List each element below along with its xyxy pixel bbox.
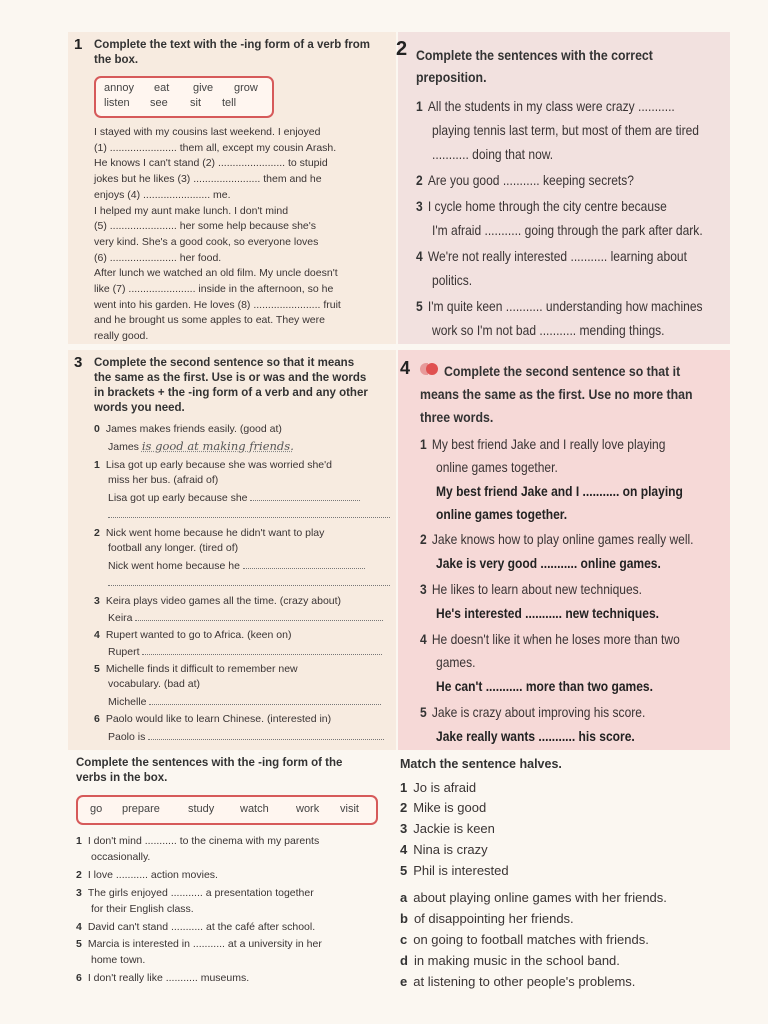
- item-question: He likes to learn about new techniques.: [431, 581, 643, 597]
- item-question: Jake is crazy about improving his score.: [431, 704, 646, 720]
- passage-line: (5) ....................... her some help because she's: [94, 220, 317, 233]
- item-question: Paolo would like to learn Chinese. (interested in): [105, 713, 332, 725]
- item-letter: d: [400, 953, 408, 968]
- item-number: 1: [416, 98, 423, 114]
- sentence-half: Mike is good: [413, 800, 487, 815]
- answer-prefix: Michelle: [108, 696, 147, 708]
- passage-line: went into his garden. He loves (8) ....................... fruit: [94, 298, 341, 311]
- word: visit: [340, 803, 359, 815]
- item-text: I don't really like ........... museums.: [87, 972, 250, 984]
- item-number: 1: [94, 459, 100, 471]
- exercise-title-line: preposition.: [416, 69, 487, 85]
- answer-prefix: Lisa got up early because she: [108, 492, 248, 504]
- item-number: 2: [400, 800, 408, 815]
- item-question: Lisa got up early because she was worried she'd: [105, 459, 332, 471]
- item-text: occasionally.: [91, 851, 151, 863]
- item-letter: c: [400, 932, 408, 947]
- item-question: Michelle finds it difficult to remember new: [105, 663, 298, 675]
- exercise-title-line: means the same as the first. Use no more than: [420, 386, 693, 402]
- answer-prefix: Paolo is: [108, 731, 146, 743]
- word: sit: [190, 97, 201, 109]
- answer-blank[interactable]: [148, 730, 384, 740]
- item-number: 3: [76, 887, 82, 899]
- item-question: Keira plays video games all the time. (crazy about): [105, 595, 342, 607]
- exercise-title-line: the same as the first. Use is or was and the words: [94, 372, 367, 384]
- item-question: miss her bus. (afraid of): [108, 474, 219, 486]
- item-number: 2: [420, 531, 427, 547]
- item-text: The girls enjoyed ........... a presentation together: [87, 887, 314, 899]
- item-text: Marcia is interested in ........... at a university in her: [87, 938, 322, 950]
- sentence-half: Phil is interested: [413, 863, 509, 878]
- answer-prefix: Rupert: [108, 646, 140, 658]
- exercise-title-line: Complete the second sentence so that it: [444, 363, 681, 379]
- answer-blank[interactable]: [108, 576, 390, 586]
- exercise-number: 3: [74, 354, 83, 371]
- passage-line: enjoys (4) ....................... me.: [94, 188, 231, 201]
- sentence-ending: on going to football matches with friends.: [413, 932, 649, 947]
- word: give: [193, 82, 214, 94]
- item-question: Nick went home because he didn't want to play: [105, 527, 325, 539]
- sentence-ending: of disappointing her friends.: [413, 911, 574, 926]
- item-question: James makes friends easily. (good at): [105, 423, 282, 435]
- item-question: games.: [436, 654, 476, 670]
- item-number: 2: [94, 527, 100, 539]
- word: see: [150, 97, 168, 109]
- passage-line: like (7) ....................... inside in the afternoon, so he: [94, 283, 334, 296]
- word: prepare: [122, 803, 160, 815]
- sentence-ending: in making music in the school band.: [413, 953, 620, 968]
- item-number: 4: [94, 629, 100, 641]
- item-question: online games together.: [436, 459, 558, 475]
- sentence-ending: at listening to other people's problems.: [413, 974, 636, 989]
- word: grow: [234, 82, 258, 94]
- exercise-6: [398, 752, 738, 1002]
- item-number: 3: [416, 198, 423, 214]
- answer-prefix: Keira: [108, 612, 133, 624]
- item-number: 2: [416, 172, 423, 188]
- exercise-number: 1: [74, 36, 83, 53]
- exercise-title-line: three words.: [420, 409, 494, 425]
- item-answer: online games together.: [436, 506, 568, 522]
- item-text: I don't mind ........... to the cinema with my parents: [87, 835, 320, 847]
- sentence-half: Jo is afraid: [413, 780, 477, 795]
- answer-blank[interactable]: [135, 611, 383, 621]
- passage-line: I stayed with my cousins last weekend. I enjoyed: [94, 126, 321, 138]
- exercise-title-line: words you need.: [94, 402, 185, 414]
- item-text: David can't stand ........... at the café after school.: [87, 921, 316, 933]
- sentence-ending: about playing online games with her friends.: [413, 890, 667, 905]
- item-answer: Jake is very good ........... online games.: [436, 555, 661, 571]
- exercise-title-line: verbs in the box.: [76, 772, 168, 784]
- word-box: [76, 795, 378, 825]
- word: annoy: [104, 82, 134, 94]
- sentence-half: Jackie is keen: [413, 821, 495, 836]
- exercise-5: [68, 752, 396, 1002]
- item-text: home town.: [91, 954, 146, 966]
- speaking-icon: [426, 363, 438, 375]
- item-number: 5: [76, 938, 82, 950]
- exercise-title-line: Complete the second sentence so that it means: [94, 357, 355, 369]
- item-number: 5: [420, 704, 427, 720]
- item-number: 3: [420, 581, 427, 597]
- item-answer: My best friend Jake and I ........... on playing: [436, 483, 683, 499]
- item-text: playing tennis last term, but most of them are tired: [432, 122, 700, 138]
- item-number: 5: [400, 863, 408, 878]
- passage-line: (1) ....................... them all, except my cousin Arash.: [94, 141, 337, 154]
- item-letter: b: [400, 911, 408, 926]
- item-question: Rupert wanted to go to Africa. (keen on): [105, 629, 292, 641]
- word: listen: [104, 97, 130, 109]
- item-question: My best friend Jake and I really love playing: [431, 436, 666, 452]
- answer-blank[interactable]: [243, 559, 365, 569]
- item-text: We're not really interested ........... learning about: [427, 248, 687, 264]
- answer-prefix: Nick went home because he: [108, 560, 240, 572]
- item-text: I love ........... action movies.: [87, 869, 218, 881]
- item-number: 4: [416, 248, 423, 264]
- passage-line: He knows I can't stand (2) ....................... to stupid: [94, 157, 328, 170]
- item-number: 4: [400, 842, 408, 857]
- item-number: 0: [94, 423, 100, 435]
- item-number: 4: [76, 921, 82, 933]
- item-question: Jake knows how to play online games really well.: [431, 531, 694, 547]
- item-question: football any longer. (tired of): [108, 542, 239, 554]
- passage-line: After lunch we watched an old film. My uncle doesn't: [94, 267, 338, 280]
- item-text: politics.: [432, 272, 473, 288]
- item-number: 3: [94, 595, 100, 607]
- item-text: for their English class.: [91, 903, 194, 915]
- item-text: I'm quite keen ........... understanding how machines: [427, 298, 703, 314]
- word: watch: [240, 803, 269, 815]
- exercise-number: 4: [400, 358, 411, 378]
- exercise-title: Match the sentence halves.: [400, 757, 562, 771]
- answer-blank[interactable]: [250, 491, 360, 501]
- item-number: 4: [420, 631, 427, 647]
- item-number: 2: [76, 869, 82, 881]
- passage-line: I helped my aunt make lunch. I don't mind: [94, 204, 289, 217]
- exercise-4: [398, 350, 730, 750]
- passage-line: very kind. She's a good cook, so everyone loves: [94, 235, 319, 248]
- exercise-title-line: Complete the text with the -ing form of a verb from: [94, 39, 371, 51]
- exercise-title-line: the box.: [94, 54, 139, 66]
- item-text: All the students in my class were crazy ...........: [427, 98, 675, 114]
- handwritten-answer: is good at making friends.: [141, 439, 294, 453]
- word: go: [90, 803, 103, 815]
- item-answer: He can't ........... more than two games.: [436, 678, 653, 694]
- item-text: work so I'm not bad ........... mending things.: [432, 322, 665, 338]
- text-passage: [94, 125, 394, 345]
- item-letter: e: [400, 974, 408, 989]
- item-text: Are you good ........... keeping secrets?: [427, 172, 635, 188]
- exercise-2: [398, 32, 730, 344]
- item-number: 5: [416, 298, 423, 314]
- word: tell: [222, 97, 237, 109]
- item-text: I'm afraid ........... going through the park after dark.: [432, 222, 703, 238]
- item-letter: a: [400, 890, 408, 905]
- word: work: [296, 803, 320, 815]
- answer-blank[interactable]: [108, 508, 390, 518]
- word-box: [94, 76, 274, 118]
- exercise-title-line: Complete the sentences with the correct: [416, 47, 653, 63]
- item-answer: Jake really wants ........... his score.: [436, 728, 635, 744]
- answer-prefix: James: [108, 441, 139, 453]
- item-question: vocabulary. (bad at): [108, 678, 201, 690]
- exercise-3: [68, 350, 396, 750]
- item-answer: He's interested ........... new techniques.: [436, 605, 659, 621]
- sentence-half: Nina is crazy: [413, 842, 488, 857]
- item-number: 1: [420, 436, 427, 452]
- exercise-number: 2: [396, 38, 408, 60]
- answer-blank[interactable]: [142, 645, 382, 655]
- answer-blank[interactable]: [149, 695, 381, 705]
- passage-line: jokes but he likes (3) ....................... them and he: [94, 173, 322, 186]
- item-number: 1: [400, 780, 408, 795]
- passage-line: really good.: [94, 330, 149, 343]
- item-number: 1: [76, 835, 82, 847]
- exercise-title-line: in brackets + the -ing form of a verb and any other: [94, 387, 368, 399]
- exercise-1: [68, 32, 396, 344]
- item-question: He doesn't like it when he loses more than two: [431, 631, 680, 647]
- item-number: 5: [94, 663, 100, 675]
- word: eat: [154, 82, 170, 94]
- word: study: [188, 803, 215, 815]
- item-text: ........... doing that now.: [432, 146, 554, 162]
- item-number: 6: [76, 972, 82, 984]
- item-number: 3: [400, 821, 408, 836]
- exercise-title-line: Complete the sentences with the -ing form of the: [76, 757, 343, 769]
- item-number: 6: [94, 713, 100, 725]
- passage-line: (6) ....................... her food.: [94, 251, 222, 264]
- passage-line: and he brought us some apples to eat. They were: [94, 314, 325, 327]
- item-text: I cycle home through the city centre because: [427, 198, 667, 214]
